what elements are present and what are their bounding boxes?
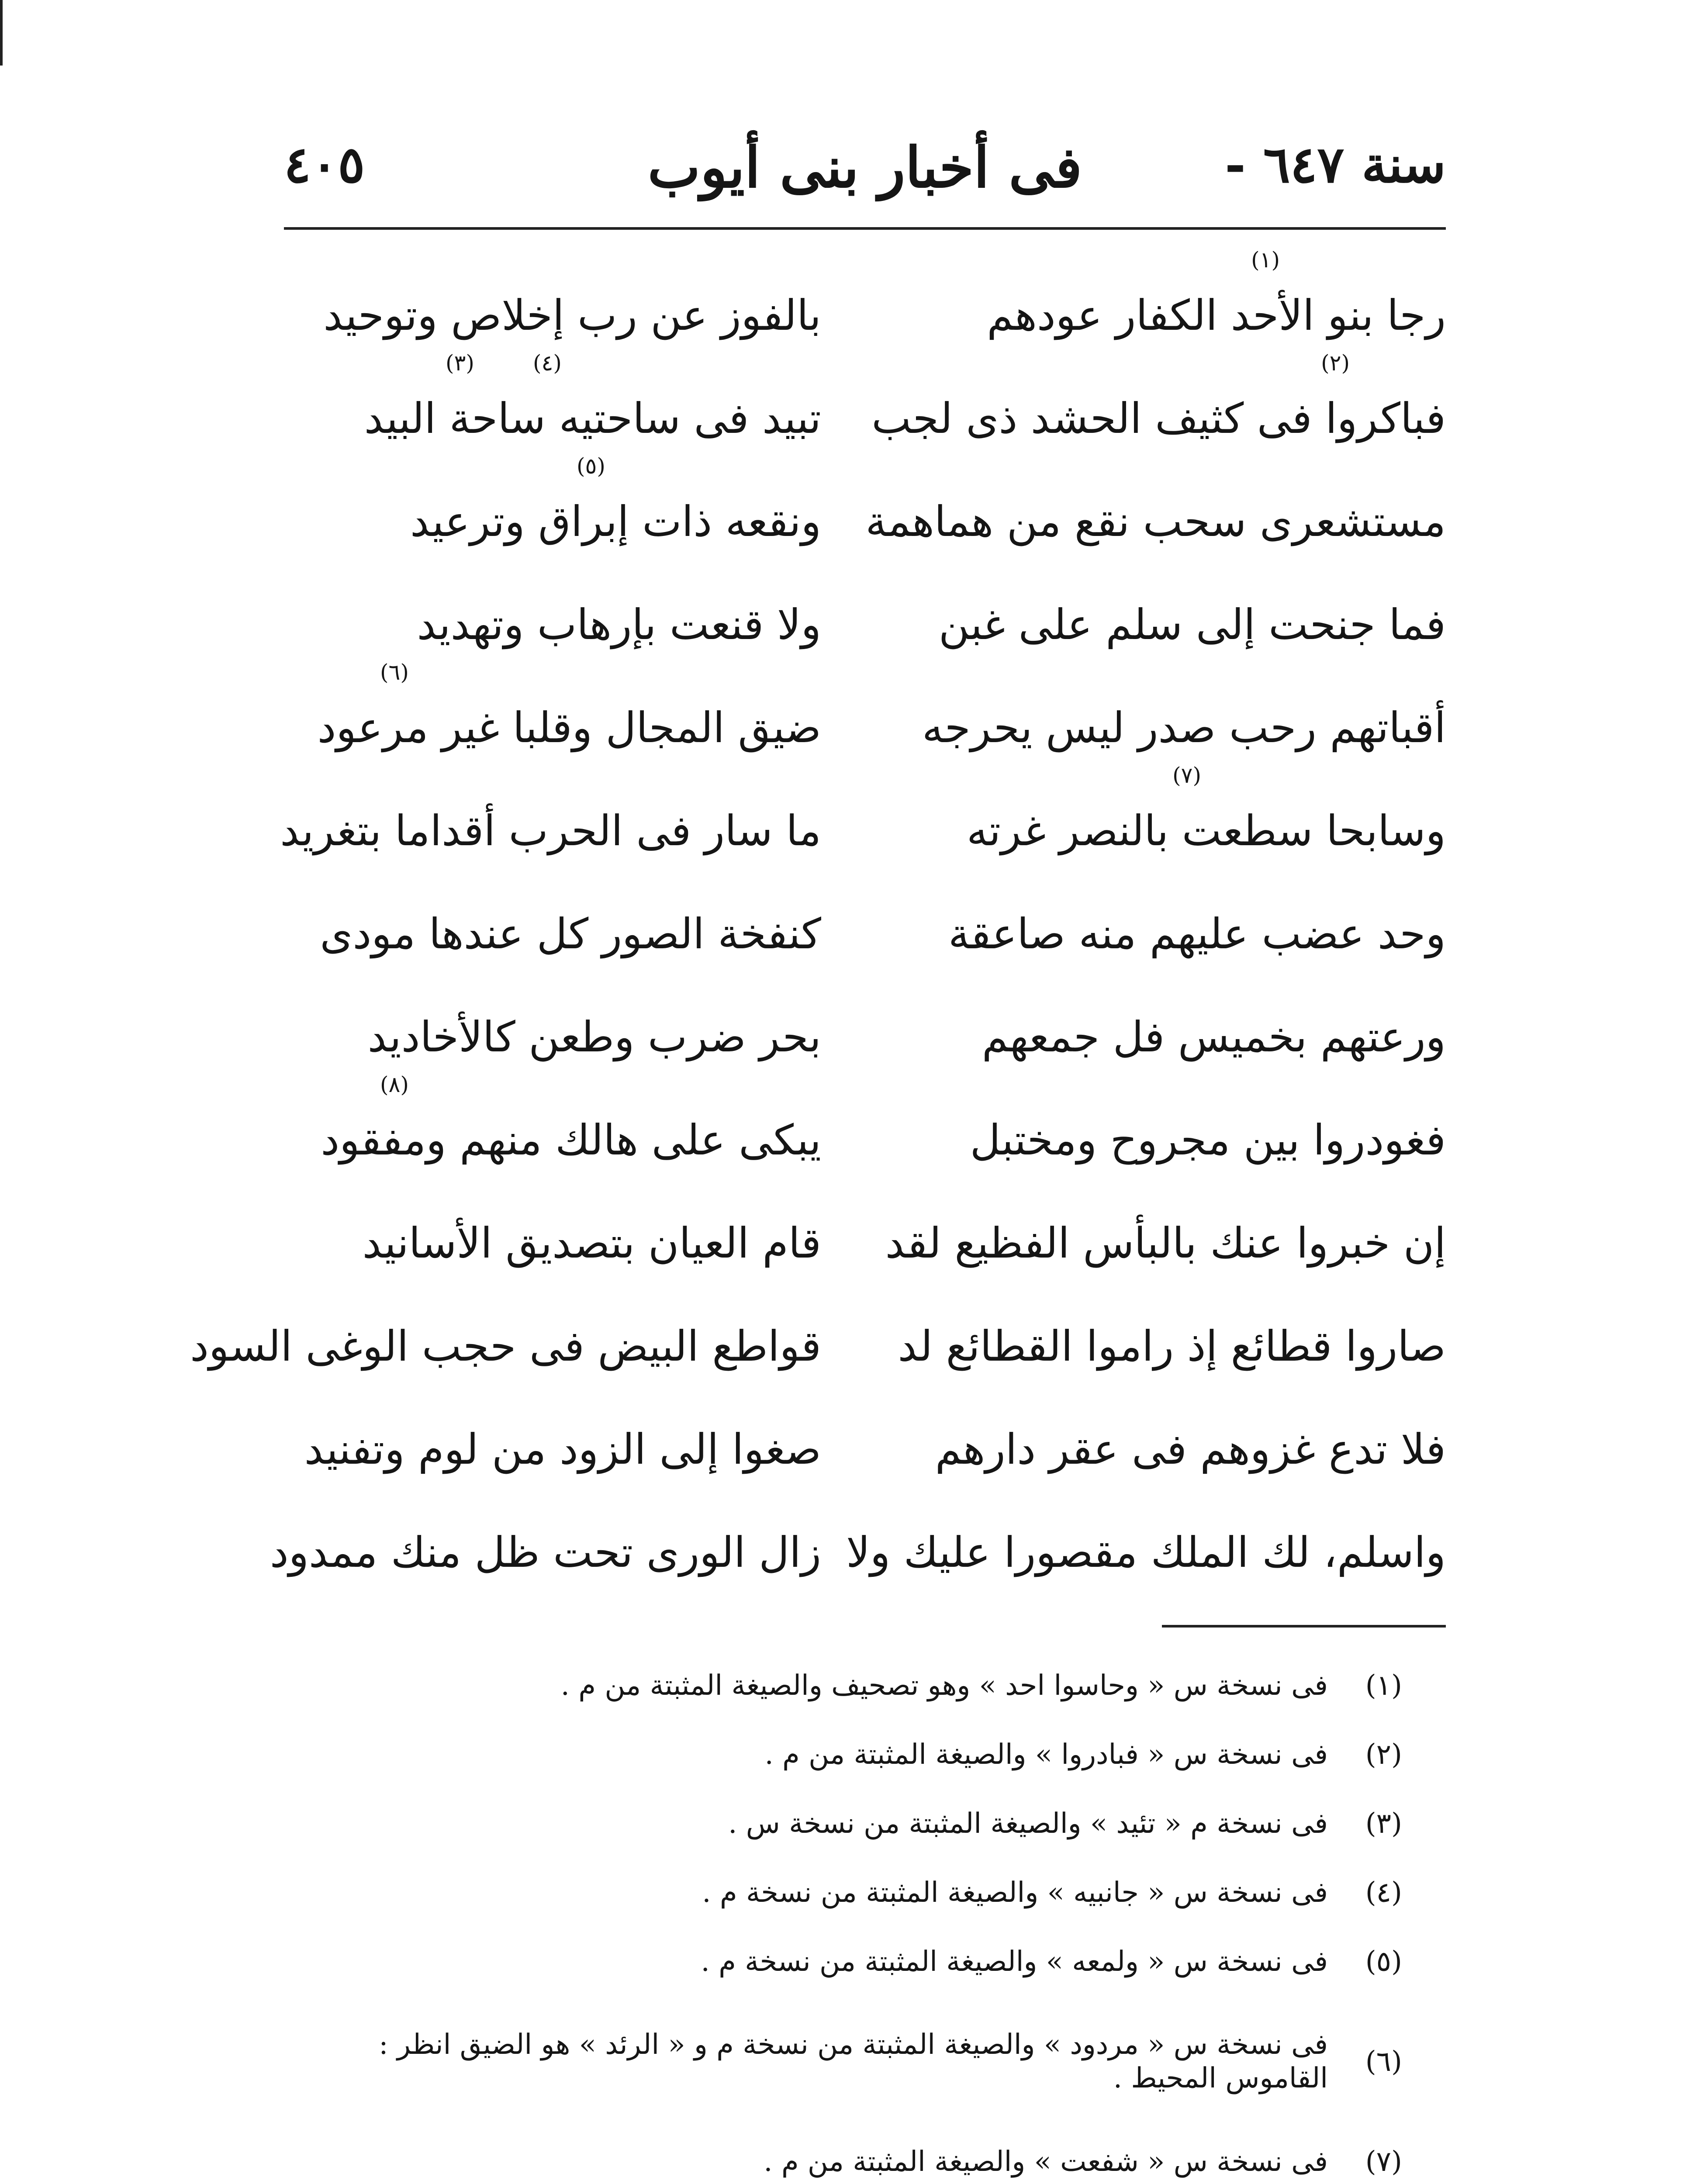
first-hemistich: أقباتهم رحب صدر ليس يحرجه — [922, 703, 1446, 753]
footnote-marker: (١) — [1251, 247, 1280, 273]
second-hemistich: ونقعه ذات إبراق وترعيد — [410, 497, 821, 546]
footnote — [284, 1927, 1402, 1996]
second-hemistich: ما سار فى الحرب أقداما بتغريد — [280, 806, 821, 856]
second-hemistich: بالفوز عن رب إخلاص وتوحيد — [323, 291, 821, 340]
footnote-text: فى نسخة س « مردود » والصيغة المثبتة من نسخة م و « الرئد » هو الضيق انظر : القاموس المحيط . — [379, 2028, 1328, 2094]
first-hemistich: فلا تدع غزوهم فى عقر دارهم — [935, 1425, 1446, 1474]
footnotes — [284, 1651, 1402, 2184]
footnote — [284, 1996, 1402, 2127]
footnote-rule — [1162, 1625, 1446, 1628]
second-hemistich: بحر ضرب وطعن كالأخاديد — [367, 1013, 821, 1062]
scan-edge-mark — [0, 0, 3, 66]
first-hemistich: واسلم، لك الملك مقصورا عليك ولا — [846, 1528, 1446, 1577]
second-hemistich: ضيق المجال وقلبا غير مرعود — [317, 703, 821, 753]
footnote-text: فى نسخة س « شفعت » والصيغة المثبتة من م . — [764, 2145, 1328, 2178]
first-hemistich: فما جنحت إلى سلم على غبن — [938, 600, 1446, 650]
footnote-number: (٢) — [1365, 1738, 1402, 1771]
footnote — [284, 1858, 1402, 1927]
running-header — [284, 131, 1446, 218]
footnote-text: فى نسخة س « جانبيه » والصيغة المثبتة من نسخة م . — [702, 1876, 1328, 1909]
footnote-number: (١) — [1365, 1669, 1402, 1702]
footnote-marker: (٣) — [446, 350, 474, 376]
second-hemistich: صغوا إلى الزود من لوم وتفنيد — [304, 1425, 821, 1474]
header-title: فى أخبار بنى أيوب — [647, 135, 1082, 200]
header-rule — [284, 227, 1446, 230]
verse-line — [270, 1482, 1446, 1585]
first-hemistich: وسابحا سطعت بالنصر غرته — [966, 806, 1446, 856]
header-year: سنة ٦٤٧ - — [1225, 135, 1446, 194]
footnote-text: فى نسخة س « وحاسوا احد » وهو تصحيف والصيغة المثبتة من م . — [560, 1669, 1328, 1702]
footnote-marker: (٢) — [1321, 350, 1350, 376]
second-hemistich: يبكى على هالك منهم ومفقود — [321, 1116, 821, 1165]
footnote-marker: (٨) — [380, 1072, 409, 1097]
footnote-marker: (٦) — [380, 660, 409, 685]
first-hemistich: صاروا قطائع إذ راموا القطائع لد — [898, 1322, 1446, 1371]
footnote-marker: (٤) — [533, 350, 562, 376]
footnote-number: (٦) — [1365, 2045, 1402, 2078]
footnote-marker: (٧) — [1172, 763, 1201, 788]
verse-line — [284, 554, 1446, 657]
verse-line — [280, 760, 1446, 863]
first-hemistich: فغودروا بين مجروح ومختبل — [970, 1116, 1446, 1165]
footnote — [284, 1789, 1402, 1858]
poem — [190, 245, 1446, 1585]
footnote-number: (٣) — [1365, 1807, 1402, 1840]
footnote-text: فى نسخة س « فبادروا » والصيغة المثبتة من م . — [764, 1738, 1328, 1771]
first-hemistich: مستشعرى سحب نقع من هماهمة — [865, 497, 1446, 546]
footnote-marker: (٥) — [577, 453, 605, 479]
verse-line — [284, 657, 1446, 760]
second-hemistich: قام العيان بتصديق الأسانيد — [362, 1219, 821, 1268]
first-hemistich: ورعتهم بخميس فل جمعهم — [982, 1013, 1446, 1062]
second-hemistich: تبيد فى ساحتيه ساحة البيد — [364, 394, 821, 443]
second-hemistich: ولا قنعت بإرهاب وتهديد — [417, 600, 821, 650]
verse-line — [284, 348, 1446, 451]
first-hemistich: فباكروا فى كثيف الحشد ذى لجب — [871, 394, 1446, 443]
verse-line — [284, 1069, 1446, 1172]
footnote-number: (٤) — [1365, 1876, 1402, 1909]
verse-line — [284, 966, 1446, 1069]
verse-line — [284, 863, 1446, 966]
footnote-text: فى نسخة م « تئيد » والصيغة المثبتة من نسخة س . — [728, 1807, 1328, 1840]
verse-line — [284, 1172, 1446, 1275]
footnote — [284, 2127, 1402, 2184]
page-number: ٤٠٥ — [284, 135, 365, 194]
footnote-number: (٧) — [1365, 2145, 1402, 2178]
verse-line — [190, 1275, 1446, 1379]
first-hemistich: إن خبروا عنك بالبأس الفظيع لقد — [885, 1219, 1446, 1268]
verse-line — [284, 245, 1446, 348]
verse-line — [284, 1379, 1446, 1482]
footnote-text: فى نسخة س « ولمعه » والصيغة المثبتة من نسخة م . — [701, 1945, 1328, 1978]
first-hemistich: رجا بنو الأحد الكفار عودهم — [987, 291, 1446, 340]
footnote — [284, 1651, 1402, 1720]
footnote — [284, 1720, 1402, 1789]
first-hemistich: وحد عضب عليهم منه صاعقة — [948, 909, 1446, 959]
second-hemistich: زال الورى تحت ظل منك ممدود — [270, 1528, 821, 1577]
second-hemistich: كنفخة الصور كل عندها مودى — [320, 909, 821, 959]
verse-line — [284, 451, 1446, 554]
footnote-number: (٥) — [1365, 1945, 1402, 1978]
second-hemistich: قواطع البيض فى حجب الوغى السود — [190, 1322, 821, 1371]
